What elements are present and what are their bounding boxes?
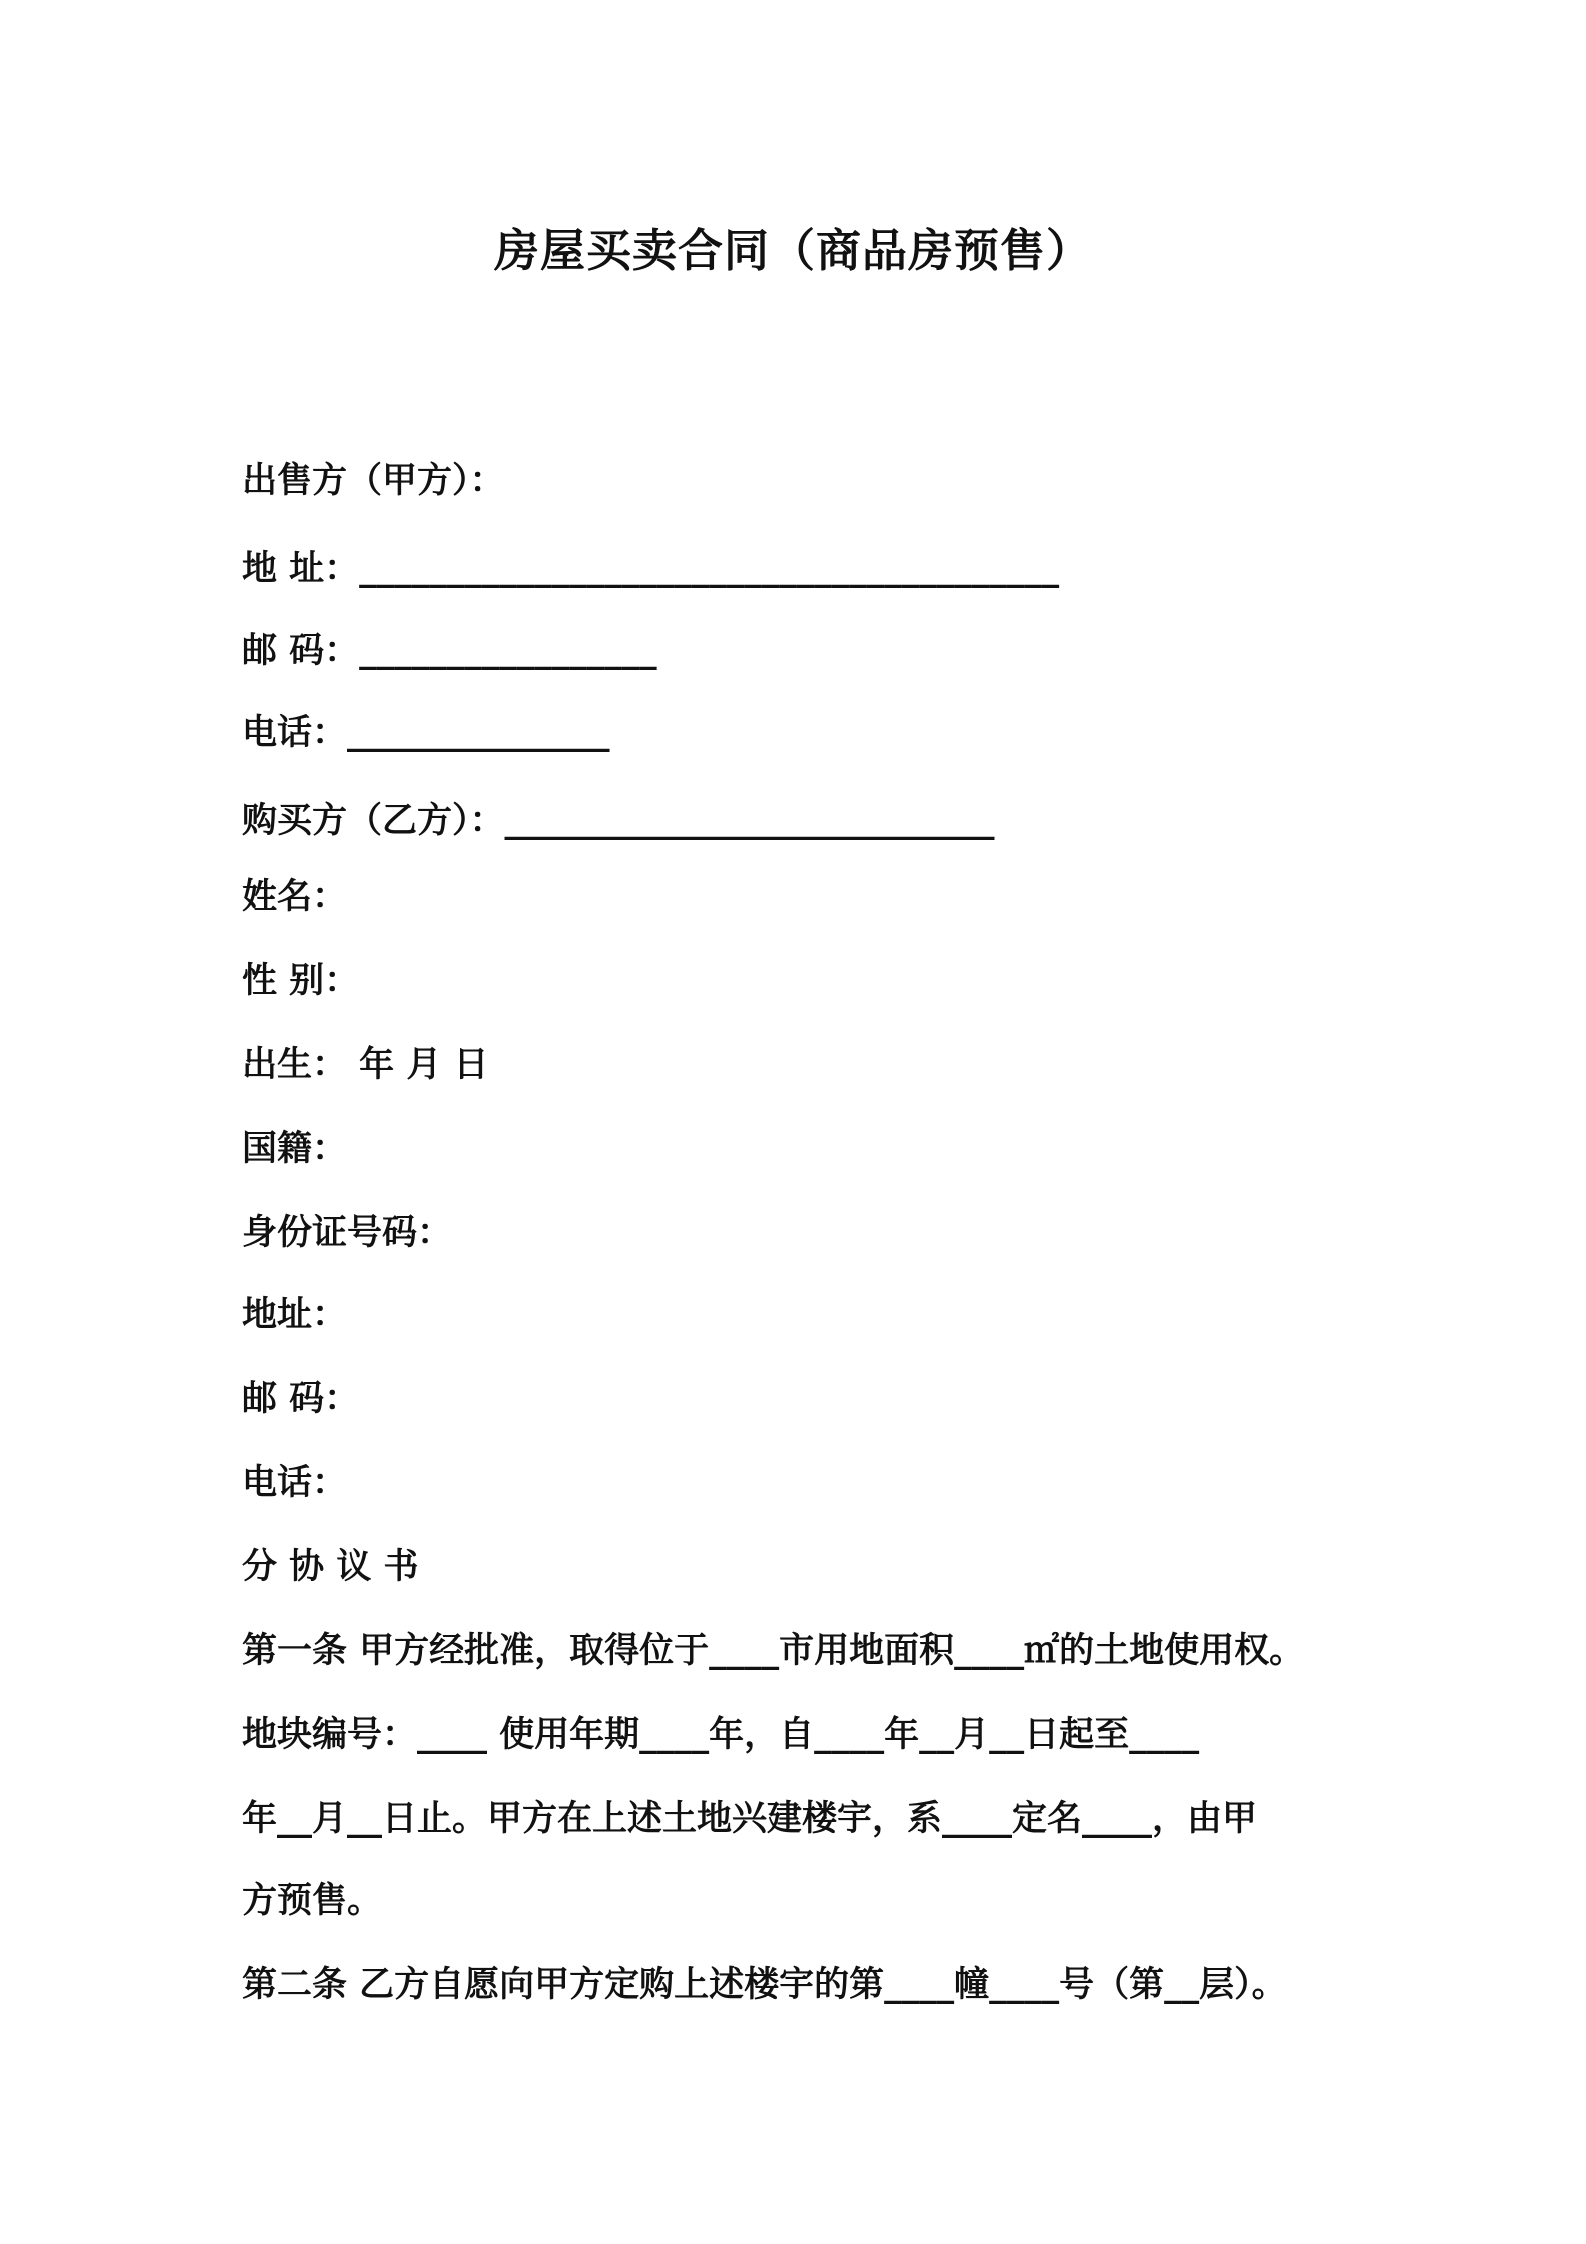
- article1-line2: 地块编号：____ 使用年期____年，自____年__月__日起至____: [242, 1715, 1200, 1755]
- buyer-address: 地址：: [242, 1295, 348, 1335]
- document-title: 房屋买卖合同（商品房预售）: [493, 224, 1092, 277]
- buyer-birth: 出生： 年 月 日: [242, 1045, 489, 1085]
- seller-postcode: 邮 码：_________________: [242, 631, 657, 671]
- buyer-postcode: 邮 码：: [242, 1379, 360, 1419]
- buyer-name: 姓名：: [242, 877, 348, 917]
- buyer-nationality: 国籍：: [242, 1129, 348, 1169]
- article1-line4: 方预售。: [242, 1881, 383, 1921]
- seller-heading: 出售方（甲方）：: [242, 461, 505, 501]
- seller-address: 地 址：________________________________________: [242, 549, 1060, 589]
- buyer-phone: 电话：: [242, 1463, 348, 1503]
- article1-line1: 第一条 甲方经批准，取得位于____市用地面积____㎡的土地使用权。: [242, 1631, 1305, 1671]
- buyer-id-number: 身份证号码：: [242, 1213, 453, 1253]
- article1-line3: 年__月__日止。甲方在上述土地兴建楼宇，系____定名____，由甲: [242, 1799, 1258, 1839]
- buyer-heading: 购买方（乙方）：____________________________: [242, 801, 995, 841]
- section-heading: 分 协 议 书: [242, 1547, 419, 1587]
- article2-line1: 第二条 乙方自愿向甲方定购上述楼宇的第____幢____号（第__层）。: [242, 1965, 1287, 2005]
- seller-phone: 电话：_______________: [242, 713, 610, 753]
- buyer-gender: 性 别：: [242, 961, 360, 1001]
